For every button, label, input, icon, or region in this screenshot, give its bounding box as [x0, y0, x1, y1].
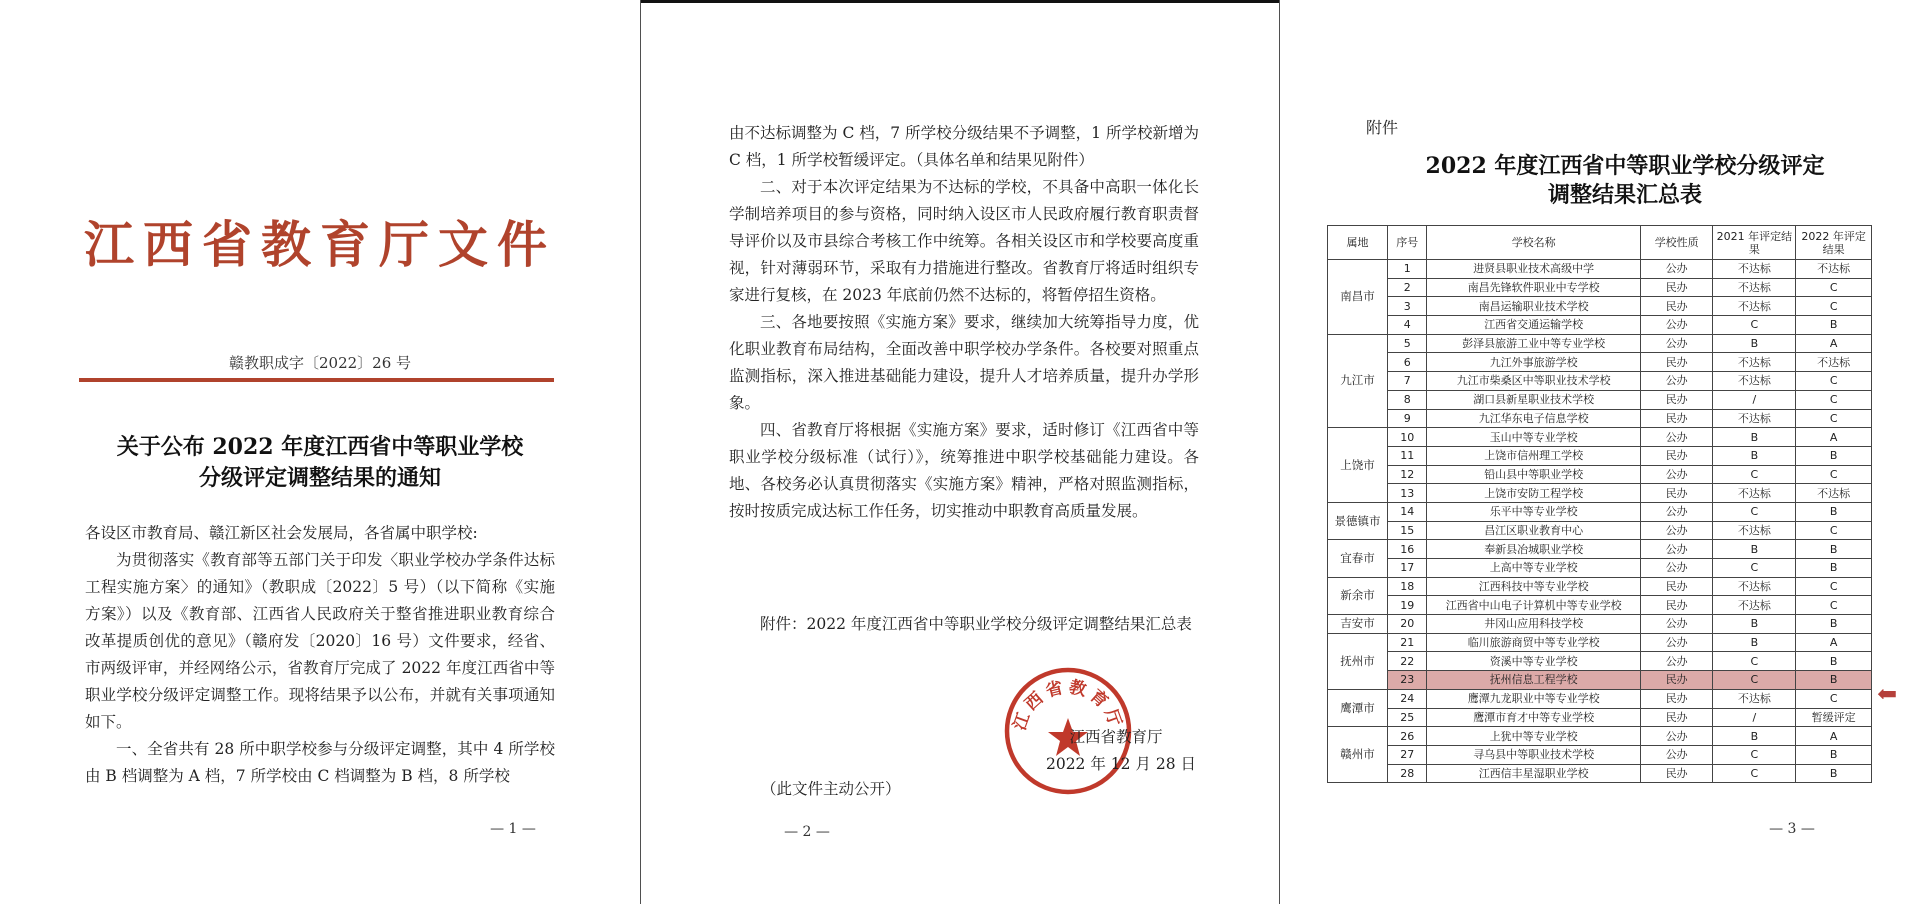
- table-row: [1328, 633, 1872, 652]
- cell-nature: 公办: [1640, 334, 1713, 353]
- cell-name: 江西省中山电子计算机中等专业学校: [1427, 596, 1640, 615]
- cell-r2021: C: [1713, 465, 1796, 484]
- cell-name: 寻乌县中等职业技术学校: [1427, 745, 1640, 764]
- cell-nature: 公办: [1640, 559, 1713, 578]
- cell-r2021: B: [1713, 633, 1796, 652]
- cell-r2021: /: [1713, 708, 1796, 727]
- public-note: （此文件主动公开）: [761, 780, 901, 798]
- paragraph: 一、全省共有 28 所中职学校参与分级评定调整，其中 4 所学校由 B 档调整为 A 档，7 所学校由 C 档调整为 B 档，8 所学校: [85, 740, 555, 785]
- table-row: [1328, 521, 1872, 540]
- table-row: [1328, 260, 1872, 279]
- cell-no: 6: [1388, 353, 1427, 372]
- cell-no: 8: [1388, 390, 1427, 409]
- cell-r2022: C: [1796, 297, 1872, 316]
- cell-name: 临川旅游商贸中等专业学校: [1427, 633, 1640, 652]
- page-number: — 1 —: [490, 821, 536, 837]
- cell-r2021: /: [1713, 390, 1796, 409]
- cell-r2022: B: [1796, 652, 1872, 671]
- table-row: [1328, 671, 1872, 690]
- cell-no: 20: [1388, 615, 1427, 634]
- cell-nature: 公办: [1640, 372, 1713, 391]
- cell-nature: 公办: [1640, 745, 1713, 764]
- cell-r2021: B: [1713, 727, 1796, 746]
- cell-nature: 民办: [1640, 409, 1713, 428]
- cell-r2021: 不达标: [1713, 353, 1796, 372]
- cell-r2022: B: [1796, 502, 1872, 521]
- cell-name: 江西信丰星湿职业学校: [1427, 764, 1640, 783]
- cell-r2022: B: [1796, 764, 1872, 783]
- cell-no: 14: [1388, 502, 1427, 521]
- table-row: [1328, 559, 1872, 578]
- table-row: [1328, 615, 1872, 634]
- page2-body: [729, 120, 1199, 525]
- cell-r2022: A: [1796, 727, 1872, 746]
- header-2021: 2021 年评定结果: [1713, 226, 1796, 260]
- cell-nature: 民办: [1640, 596, 1713, 615]
- cell-r2022: A: [1796, 428, 1872, 447]
- document-number: 赣教职成字〔2022〕26 号: [228, 354, 412, 372]
- page-number: — 3 —: [1769, 821, 1815, 837]
- cell-nature: 民办: [1640, 353, 1713, 372]
- cell-no: 16: [1388, 540, 1427, 559]
- cell-nature: 公办: [1640, 727, 1713, 746]
- attachment-note: [729, 611, 1199, 638]
- cell-no: 7: [1388, 372, 1427, 391]
- table-row: [1328, 297, 1872, 316]
- table-header-row: [1328, 226, 1872, 260]
- cell-r2021: 不达标: [1713, 577, 1796, 596]
- cell-nature: 公办: [1640, 260, 1713, 279]
- cell-r2021: 不达标: [1713, 297, 1796, 316]
- cell-name: 抚州信息工程学校: [1427, 671, 1640, 690]
- document-page-3: [1280, 0, 1920, 904]
- cell-no: 27: [1388, 745, 1427, 764]
- cell-r2022: C: [1796, 596, 1872, 615]
- issuer-name: 江西省教育厅: [1069, 728, 1163, 746]
- region-cell: 新余市: [1328, 577, 1388, 614]
- cell-r2021: 不达标: [1713, 484, 1796, 503]
- cell-nature: 公办: [1640, 540, 1713, 559]
- cell-r2021: B: [1713, 334, 1796, 353]
- cell-name: 乐平中等专业学校: [1427, 502, 1640, 521]
- cell-r2021: 不达标: [1713, 278, 1796, 297]
- document-page-1: [0, 0, 640, 904]
- notice-title: [0, 432, 640, 494]
- cell-r2022: A: [1796, 334, 1872, 353]
- cell-name: 江西省交通运输学校: [1427, 316, 1640, 335]
- table-row: [1328, 353, 1872, 372]
- cell-r2022: B: [1796, 540, 1872, 559]
- table-row: [1328, 689, 1872, 708]
- cell-r2022: B: [1796, 559, 1872, 578]
- region-cell: 宜春市: [1328, 540, 1388, 577]
- table-row: [1328, 652, 1872, 671]
- region-cell: 景德镇市: [1328, 502, 1388, 539]
- table-row: [1328, 446, 1872, 465]
- cell-no: 10: [1388, 428, 1427, 447]
- cell-no: 19: [1388, 596, 1427, 615]
- cell-name: 上犹中等专业学校: [1427, 727, 1640, 746]
- cell-no: 4: [1388, 316, 1427, 335]
- cell-name: 资溪中等专业学校: [1427, 652, 1640, 671]
- header-no: 序号: [1388, 226, 1427, 260]
- cell-nature: 民办: [1640, 764, 1713, 783]
- cell-no: 21: [1388, 633, 1427, 652]
- cell-no: 9: [1388, 409, 1427, 428]
- cell-r2022: B: [1796, 745, 1872, 764]
- header-2022: 2022 年评定结果: [1796, 226, 1872, 260]
- table-row: [1328, 540, 1872, 559]
- cell-name: 昌江区职业教育中心: [1427, 521, 1640, 540]
- table-row: [1328, 409, 1872, 428]
- cell-r2021: C: [1713, 316, 1796, 335]
- region-cell: 吉安市: [1328, 615, 1388, 634]
- results-body: [1328, 260, 1872, 783]
- cell-r2022: C: [1796, 372, 1872, 391]
- table-title: [1360, 152, 1890, 210]
- salutation: 各设区市教育局、赣江新区社会发展局，各省属中职学校:: [85, 524, 478, 542]
- cell-nature: 民办: [1640, 689, 1713, 708]
- cell-r2022: C: [1796, 465, 1872, 484]
- cell-r2021: 不达标: [1713, 689, 1796, 708]
- cell-r2021: C: [1713, 764, 1796, 783]
- cell-r2022: C: [1796, 278, 1872, 297]
- cell-nature: 民办: [1640, 297, 1713, 316]
- cell-r2022: B: [1796, 446, 1872, 465]
- cell-no: 13: [1388, 484, 1427, 503]
- cell-r2021: C: [1713, 502, 1796, 521]
- cell-nature: 民办: [1640, 446, 1713, 465]
- cell-nature: 公办: [1640, 652, 1713, 671]
- cell-name: 铅山县中等职业学校: [1427, 465, 1640, 484]
- cell-nature: 公办: [1640, 521, 1713, 540]
- cell-name: 上饶市信州理工学校: [1427, 446, 1640, 465]
- issue-date: 2022 年 12 月 28 日: [1045, 755, 1196, 773]
- cell-nature: 公办: [1640, 428, 1713, 447]
- cell-r2022: A: [1796, 633, 1872, 652]
- cell-r2021: B: [1713, 540, 1796, 559]
- paragraph: 由不达标调整为 C 档，7 所学校分级结果不予调整，1 所学校新增为 C 档，1 所学校暂缓评定。（具体名单和结果见附件）: [729, 124, 1199, 169]
- cell-r2021: C: [1713, 652, 1796, 671]
- page-number: — 2 —: [784, 824, 830, 840]
- cell-r2021: C: [1713, 671, 1796, 690]
- cell-nature: 民办: [1640, 671, 1713, 690]
- results-table: [1327, 225, 1872, 783]
- cell-no: 28: [1388, 764, 1427, 783]
- cell-name: 进贤县职业技术高级中学: [1427, 260, 1640, 279]
- cell-name: 彭泽县旅游工业中等专业学校: [1427, 334, 1640, 353]
- page1-body: [85, 520, 555, 790]
- cell-no: 12: [1388, 465, 1427, 484]
- red-divider: [79, 378, 554, 382]
- cell-name: 九江华东电子信息学校: [1427, 409, 1640, 428]
- paragraph: 四、省教育厅将根据《实施方案》要求，适时修订《江西省中等职业学校分级标准（试行）》，统筹推进中职学校基础能力建设。各地、各校务必认真贯彻落实《实施方案》精神，严格对照监测指标，按时按质完成达标工作任务，切实推动中职教育高质量发展。: [729, 421, 1199, 520]
- cell-nature: 公办: [1640, 465, 1713, 484]
- cell-r2021: C: [1713, 559, 1796, 578]
- cell-name: 井冈山应用科技学校: [1427, 615, 1640, 634]
- paragraph: 三、各地要按照《实施方案》要求，继续加大统筹指导力度，优化职业教育布局结构，全面改善中职学校办学条件。各校要对照重点监测指标，深入推进基础能力建设，提升人才培养质量，提升办学形象。: [729, 313, 1199, 412]
- table-row: [1328, 390, 1872, 409]
- table-row: [1328, 727, 1872, 746]
- cell-nature: 公办: [1640, 502, 1713, 521]
- cell-r2021: 不达标: [1713, 409, 1796, 428]
- table-row: [1328, 278, 1872, 297]
- table-row: [1328, 316, 1872, 335]
- region-cell: 赣州市: [1328, 727, 1388, 783]
- cell-r2022: B: [1796, 671, 1872, 690]
- table-row: [1328, 764, 1872, 783]
- table-row: [1328, 577, 1872, 596]
- cell-name: 九江外事旅游学校: [1427, 353, 1640, 372]
- cell-no: 11: [1388, 446, 1427, 465]
- cell-name: 江西科技中等专业学校: [1427, 577, 1640, 596]
- header-region: 属地: [1328, 226, 1388, 260]
- table-row: [1328, 745, 1872, 764]
- table-row: [1328, 596, 1872, 615]
- cell-name: 南昌先锋软件职业中专学校: [1427, 278, 1640, 297]
- seal-text: 江西省教育厅: [1009, 677, 1127, 733]
- notice-title-line2: 分级评定调整结果的通知: [198, 465, 441, 491]
- cell-nature: 民办: [1640, 390, 1713, 409]
- cell-no: 24: [1388, 689, 1427, 708]
- cell-name: 鹰潭市育才中等专业学校: [1427, 708, 1640, 727]
- cell-nature: 民办: [1640, 278, 1713, 297]
- cell-no: 3: [1388, 297, 1427, 316]
- cell-no: 5: [1388, 334, 1427, 353]
- cell-no: 15: [1388, 521, 1427, 540]
- table-row: [1328, 708, 1872, 727]
- table-title-line2: 调整结果汇总表: [1547, 182, 1702, 208]
- cell-name: 九江市柴桑区中等职业技术学校: [1427, 372, 1640, 391]
- cell-no: 1: [1388, 260, 1427, 279]
- table-row: [1328, 372, 1872, 391]
- cell-r2021: C: [1713, 745, 1796, 764]
- table-row: [1328, 334, 1872, 353]
- region-cell: 上饶市: [1328, 428, 1388, 503]
- cell-name: 湖口县新星职业技术学校: [1427, 390, 1640, 409]
- cell-nature: 民办: [1640, 484, 1713, 503]
- table-row: [1328, 428, 1872, 447]
- document-page-2: [641, 0, 1279, 904]
- attachment-text: 附件：2022 年度江西省中等职业学校分级评定调整结果汇总表: [760, 615, 1192, 633]
- cell-r2021: 不达标: [1713, 372, 1796, 391]
- cell-no: 22: [1388, 652, 1427, 671]
- cell-nature: 公办: [1640, 615, 1713, 634]
- cell-no: 23: [1388, 671, 1427, 690]
- region-cell: 南昌市: [1328, 260, 1388, 335]
- cell-r2022: C: [1796, 390, 1872, 409]
- paragraph: 二、对于本次评定结果为不达标的学校，不具备中高职一体化长学制培养项目的参与资格，同时纳入设区市人民政府履行教育职责督导评价以及市县综合考核工作中统筹。各相关设区市和学校要高度重视，针对薄弱环节，采取有力措施进行整改。省教育厅将适时组织专家进行复核，在 2023 年底前仍然不达标的，将暂停招生资格。: [729, 178, 1199, 304]
- cell-r2021: 不达标: [1713, 596, 1796, 615]
- cell-r2022: C: [1796, 577, 1872, 596]
- cell-r2021: B: [1713, 446, 1796, 465]
- table-title-line1: 2022 年度江西省中等职业学校分级评定: [1425, 153, 1825, 179]
- notice-title-line1: 关于公布 2022 年度江西省中等职业学校: [116, 434, 524, 460]
- cell-nature: 民办: [1640, 708, 1713, 727]
- cell-r2022: C: [1796, 409, 1872, 428]
- cell-name: 奉新县冶城职业学校: [1427, 540, 1640, 559]
- header-name: 学校名称: [1427, 226, 1640, 260]
- header-nature: 学校性质: [1640, 226, 1713, 260]
- document-header: 江西省教育厅文件: [84, 215, 556, 274]
- region-cell: 抚州市: [1328, 633, 1388, 689]
- cell-r2021: B: [1713, 428, 1796, 447]
- cell-r2022: C: [1796, 689, 1872, 708]
- table-row: [1328, 502, 1872, 521]
- cell-nature: 公办: [1640, 633, 1713, 652]
- cell-r2022: 暂缓评定: [1796, 708, 1872, 727]
- cell-no: 18: [1388, 577, 1427, 596]
- cell-nature: 民办: [1640, 577, 1713, 596]
- cell-name: 上高中等专业学校: [1427, 559, 1640, 578]
- cell-r2022: 不达标: [1796, 260, 1872, 279]
- cell-name: 鹰潭九龙职业中等专业学校: [1427, 689, 1640, 708]
- cell-r2022: B: [1796, 615, 1872, 634]
- cell-r2021: 不达标: [1713, 521, 1796, 540]
- paragraph: 为贯彻落实《教育部等五部门关于印发〈职业学校办学条件达标工程实施方案〉的通知》（教职成〔2022〕5 号）（以下简称《实施方案》）以及《教育部、江西省人民政府关于整省推进职业教育综合改革提质创优的意见》（赣府发〔2020〕16 号）文件要求，经省、市两级评审，并经网络公示，省教育厅完成了 2022 年度江西省中等职业学校分级评定调整工作。现将结果予以公布，并就有关事项通知如下。: [85, 551, 555, 731]
- cell-no: 17: [1388, 559, 1427, 578]
- cell-no: 26: [1388, 727, 1427, 746]
- cell-r2021: B: [1713, 615, 1796, 634]
- cell-r2021: 不达标: [1713, 260, 1796, 279]
- cell-name: 南昌运输职业技术学校: [1427, 297, 1640, 316]
- region-cell: 九江市: [1328, 334, 1388, 427]
- cell-no: 2: [1388, 278, 1427, 297]
- cell-r2022: 不达标: [1796, 353, 1872, 372]
- cell-r2022: 不达标: [1796, 484, 1872, 503]
- cell-no: 25: [1388, 708, 1427, 727]
- region-cell: 鹰潭市: [1328, 689, 1388, 726]
- table-row: [1328, 465, 1872, 484]
- cell-nature: 公办: [1640, 316, 1713, 335]
- arrow-left-icon: ⬅: [1877, 680, 1898, 708]
- annex-label: 附件: [1366, 118, 1399, 137]
- cell-name: 上饶市安防工程学校: [1427, 484, 1640, 503]
- cell-name: 玉山中等专业学校: [1427, 428, 1640, 447]
- cell-r2022: B: [1796, 316, 1872, 335]
- table-row: [1328, 484, 1872, 503]
- cell-r2022: C: [1796, 521, 1872, 540]
